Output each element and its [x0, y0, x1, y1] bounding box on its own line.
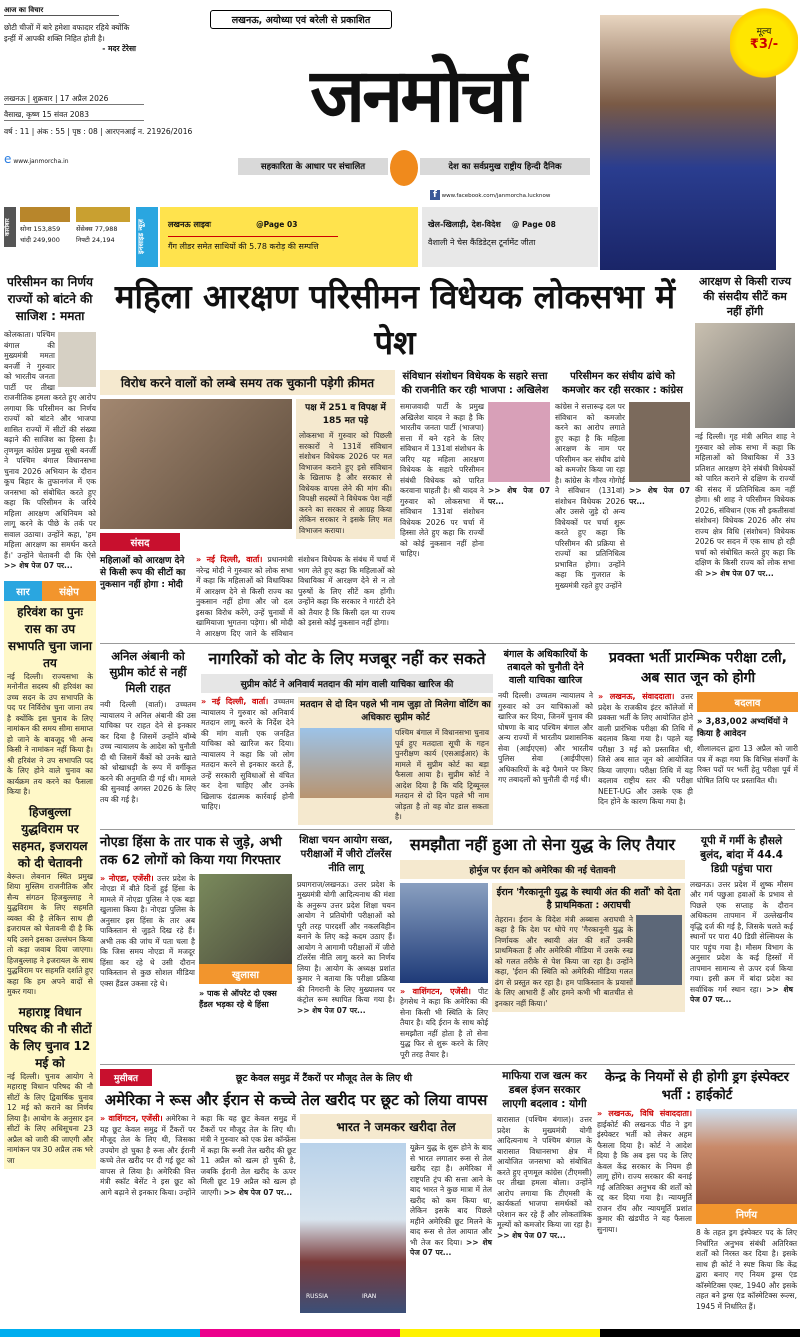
- color-registration-bar: [0, 1329, 800, 1337]
- sport-page: @ Page 08: [511, 220, 556, 229]
- nagrik-subheadline: सुप्रीम कोर्ट ने अनिवार्य मतदान की मांग वाली याचिका खारिज की: [201, 674, 493, 693]
- globe-icon: e: [4, 152, 12, 166]
- modi-parliament-photo: [100, 399, 292, 529]
- amit-shah-photo: [695, 323, 795, 428]
- kendra-body: » लखनऊ, विधि संवाददाता। हाईकोर्ट की लखनऊ पीठ ने ड्रग इंस्पेक्टर भर्ती को लेकर अहम फैसला दिया है। कोर्ट ने आदेश दिया है कि अब इस पद के लिए केवल केंद्र सरकार के नियम ही लागू होंगे। राज्य सरकार की बनाई गई अतिरिक्त अनुभव की शर्तों को रद्द कर दिया गया है। न्यायमूर्ति राजन रॉय और न्यायमूर्ति प्रशांत कुमार की खंडपीठ ने यह फैसला सुनाया।: [597, 1109, 692, 1234]
- gold-rate: सोना 153,859: [20, 225, 61, 233]
- live-page: @Page 03: [256, 220, 298, 229]
- divider: [100, 829, 795, 1065]
- hegseth-photo: [400, 883, 488, 983]
- sanksep-item: [4, 801, 96, 1001]
- sport-label: खेल-खिलाड़ी, देश-विदेश: [428, 220, 501, 229]
- facebook-link[interactable]: f www.facebook.com/janmorcha.lucknow: [430, 190, 595, 200]
- thought-box: [4, 6, 136, 54]
- ambani-headline: अनिल अंबानी को सुप्रीम कोर्ट से नहीं मिली राहत: [109, 649, 187, 695]
- america-headline: अमेरिका ने रूस और ईरान से कच्चे तेल खरीद पर छूट को लिया वापस: [104, 1091, 488, 1109]
- mamata-headline: परिसीमन का निर्णय राज्यों को बांटने की साजिश : ममता: [7, 275, 93, 323]
- ambani-body: नयी दिल्ली (वार्ता)। उच्चतम न्यायालय ने अनिल अंबानी की उस याचिका पर राहत देने से इनकार कर दिया है जिसमें उन्होंने बॉम्बे उच्च न्यायालय के आदेश को चुनौती दी थी जिसमें बैंकों को उनके खाते को धोखाधड़ी के रूप में वर्गीकृत करने की अनुमति दी गई थी। मामले की सुनवाई अगस्त 2026 के लिए तय की गई है।: [100, 700, 196, 804]
- akhilesh-body-more: >> शेष पेज 07 पर...: [488, 486, 550, 506]
- shiksha-body: प्रयागराज/लखनऊ। उत्तर प्रदेश के मुख्यमंत्री योगी आदित्यनाथ की मंशा के अनुरूप उत्तर प्रदेश शिक्षा चयन आयोग ने प्रतियोगी परीक्षाओं को पूरी तरह पारदर्शी और नकलविहीन बनाने के लिए कड़े कदम उठाए हैं। आयोग ने आगामी परीक्षाओं में जीरो टॉलरेंस नीति लागू करने का निर्णय लिया है। आयोग के अध्यक्ष प्रशांत कुमार ने बताया कि परीक्षा प्रक्रिया की निगरानी के लिए मुख्यालय पर कंट्रोल रूम स्थापित किया गया है। >> शेष पेज 07 पर...: [297, 879, 395, 1015]
- badlav-label: बदलाव: [697, 692, 798, 712]
- garmi-body: लखनऊ। उत्तर प्रदेश में शुष्क मौसम और गर्म पछुआ हवाओं के प्रभाव से पिछले एक सप्ताह के दौरान अधिकतम तापमान में उल्लेखनीय वृद्धि दर्ज की गई है, जिसके चलते कई स्थानों पर पारा 40 डिग्री सेल्सियस के पार पहुंच गया है। मौसम विभाग के अनुसार प्रदेश के कई हिस्सों में तापमान सामान्य से ऊपर दर्ज किया गया। इसी क्रम में बांदा प्रदेश का सर्वाधिक गर्म स्थान रहा। >> शेष पेज 07 पर...: [690, 879, 793, 1004]
- congress-headline: परिसीमन कर संघीय ढांचे को कमजोर कर रही सरकार : कांग्रेस: [562, 371, 683, 396]
- akhilesh-headline: संविधान संशोधन विधेयक के सहारे सत्ता की राजनीति कर रही भाजपा : अखिलेश: [401, 371, 549, 396]
- shiksha-headline: शिक्षा चयन आयोग सख्त, परीक्षाओं में जीरो टॉलरेंस नीति लागू: [299, 834, 393, 874]
- noida-crowd-photo: [199, 874, 292, 964]
- araghchi-photo: [636, 915, 682, 985]
- gogoi-photo: [629, 402, 690, 482]
- virodh-headline: विरोध करने वालों को लम्बे समय तक चुकानी पड़ेगी क़ीमत: [100, 370, 395, 395]
- iran-box: [492, 883, 685, 1013]
- website-link[interactable]: e www.janmorcha.in: [4, 152, 69, 166]
- khulasa-label: खुलासा: [199, 964, 292, 984]
- silver-rate: चांदी 249,900: [20, 236, 60, 244]
- samjhauta-body: » वाशिंगटन, एजेंसी। पीट हेगसेथ ने कहा कि अमेरिका की सेना किसी भी स्थिति के लिए तैयार है। यदि ईरान के साथ कोई समझौता नहीं होता है तो सेना युद्ध फिर से शुरू करने के लिए पूरी तरह तैयार है।: [400, 986, 488, 1059]
- modi-body: » नई दिल्ली, वार्ता। प्रधानमंत्री नरेन्द्र मोदी ने गुरुवार को लोक सभा में कहा कि महिलाओं को विधायिका में आरक्षण देने से किसी राज्य का नुकसान नहीं होगा और जो दल इसका विरोध करेंगे, उन्हें चुनावों में खामियाजा भुगतना पड़ेगा। श्री मोदी ने आरक्षण दिए जाने के संविधान संशोधन विधेयक के संबंध में चर्चा में भाग लेते हुए कहा कि महिलाओं को विधायिका में आरक्षण देने से न तो पुरुषों के लिए सीटें कम होंगी। उन्होंने कहा कि सरकार ने गारंटी देने को तैयार है कि किसी दल या राज्य को इससे कोई नुकसान नहीं होगा।: [196, 555, 395, 638]
- tagline-right: देश का सर्वप्रमुख राष्ट्रीय हिन्दी दैनिक: [420, 158, 590, 175]
- sanksep-headline: हरिवंश का पुनः रास का उप सभापति चुना जाना तय: [8, 604, 92, 670]
- mamata-photo: [58, 332, 96, 387]
- iran-body: तेहरान। ईरान के विदेश मंत्री अब्बास अराघची ने कहा है कि देश पर थोपे गए 'गैरकानूनी युद्ध के निर्णायक और स्थायी अंत की शर्तें उनकी प्राथमिकता हैं और अमेरिकी मीडिया में उसके रुख को गलत तरीके से पेश किया जा रहा है। उन्होंने कहा, 'ईरान की स्थिति को अमेरिकी मीडिया गलत ढंग से प्रस्तुत कर रहा है। हम पाकिस्तान के प्रयासों के लिए आभारी हैं और हमने कभी भी बातचीत से इनकार नहीं किया।': [495, 914, 633, 1008]
- thought-author: - मदर टेरेसा: [102, 44, 136, 53]
- voting-right-headline: मतदान से दो दिन पहले भी नाम जुड़ा तो मिलेगा वोटिंग का अधिकारः सुप्रीम कोर्ट: [300, 700, 491, 723]
- price-badge: [730, 8, 798, 78]
- supreme-court-photo: [300, 728, 392, 798]
- saar-label: सार: [4, 581, 42, 601]
- noida-body: » नोएडा, एजेंसी। उत्तर प्रदेश के नोएडा में बीते दिनों हुई हिंसा के मामले में नोएडा पुलिस ने एक बड़ा खुलासा किया है। नोएडा पुलिस के अनुसार इस हिंसा के तार अब पाकिस्तान से जुड़ते दिख रहे हैं। अभी तक की जांच में पता चला है कि जिस समय नोएडा में मजदूर हिंसा कर रहे थे उसी दौरान पाकिस्तान से कुछ सोशल मीडिया एक्स हैंडल उकसा रहे थे।: [100, 873, 196, 988]
- bengal-headline: बंगाल के अधिकारियों के तबादले को चुनौती देने वाली याचिका खारिज: [503, 649, 588, 686]
- sanksep-item: [4, 601, 96, 801]
- sanksep-headline: महाराष्ट्र विधान परिषद की नौ सीटों के लिए चुनाव 12 मई को: [8, 1004, 92, 1070]
- noida-subheadline: » पाक से ऑपरेट दो एक्स हैंडल भड़का रहे थे हिंसा: [199, 988, 277, 1009]
- gold-bars-image: [20, 207, 70, 222]
- samjhauta-headline: समझौता नहीं हुआ तो सेना युद्ध के लिए तैयार: [409, 834, 676, 854]
- kendra-headline: केन्द्र के नियमों से ही होगी ड्रग इंस्पेक्टर भर्ती : हाईकोर्ट: [605, 1070, 789, 1103]
- america-body: » वाशिंगटन, एजेंसी। अमेरिका ने यह छूट केवल समुद्र में टैंकरों पर मौजूद तेल के लिए थी, जिसका उपयोग हो चुका है रूस और ईरानी कच्चे तेल खरीद पर दी गई छूट को वापस ले लिया है। अमेरिकी वित्त मंत्री स्कॉट बेसेंट ने इस छूट को आगे बढ़ाने से इनकार किया। उन्होंने कहा कि यह छूट केवल समुद्र में टैंकरों पर मौजूद तेल के लिए थी। मंत्री ने गुरुवार को एक प्रेस कॉन्फ्रेंस में कहा कि रूसी तेल खरीद की छूट 11 अप्रैल को खत्म हो चुकी है, जबकि ईरानी तेल खरीद के ऊपर मिली छूट 19 अप्रैल को खत्म हो जाएगी। >> शेष पेज 07 पर...: [100, 1114, 296, 1197]
- mamata-body: कोलकाता। पश्चिम बंगाल की मुख्यमंत्री ममता बनर्जी ने गुरुवार को भारतीय जनता पार्टी पर तीखा राजनीतिक हमला करते हुए आरोप लगाया कि परिसीमन का निर्णय राज्यों को बांटने और भाजपा शासित राज्यों में सीटों की संख्या बढ़ाने की साजिश का हिस्सा है। तृणमूल कांग्रेस प्रमुख सुश्री बनर्जी ने पश्चिम बंगाल विधानसभा चुनाव 2026 अभियान के दौरान कूच बिहार के तुफानगंज में एक जनसभा को संबोधित करते हुए कहा कि परिसीमन के जरिये महिला आरक्षण अधिनियम को लागू करने के पीछे के तर्क पर सवाल उठाया। उन्होंने कहा, 'हम महिला आरक्षण का समर्थन करते हैं।' उन्होंने चेतावनी दी कि ऐसे >> शेष पेज 07 पर...: [4, 330, 96, 570]
- mafia-body: बारासात (पश्चिम बंगाल)। उत्तर प्रदेश के मुख्यमंत्री योगी आदित्यनाथ ने पश्चिम बंगाल के बारासात विधानसभा क्षेत्र में आयोजित जनसभा को संबोधित करते हुए तृणमूल कांग्रेस (टीएमसी) पर तीखा हमला बोला। उन्होंने आरोप लगाया कि टीएमसी के कार्यकर्ता भाजपा समर्थकों को परेशान कर रहे हैं और लोकतांत्रिक मूल्यों को कमजोर किया जा रहा है। >> शेष पेज 07 पर...: [497, 1115, 592, 1240]
- russia-tanker-label: RUSSIA: [306, 1293, 329, 1300]
- thought-quote: छोटी चीजों में बारे हमेशा वफादार रहिये क्योंकि इन्हीं में आपकी शक्ति निहित होती है।: [4, 23, 130, 43]
- akhilesh-body: समाजवादी पार्टी के प्रमुख अखिलेश यादव ने कहा है कि भारतीय जनता पार्टी (भाजपा) सत्ता में बने रहने के लिए संविधान में 131वां संशोधन के जरिए यह महिला आरक्षण विधेयक के सहारे परिसीमन संबंधी विधेयक को पारित करवाना चाहती है। श्री यादव ने गुरुवार को लोकसभा में संविधान 131वां संशोधन विधेयक 2026 पर चर्चा में हिस्सा लेते हुए कहा कि राज्यों को कोई नुकसान नहीं होना चाहिए।: [400, 402, 484, 558]
- masthead-logo: जनमोर्चा: [310, 53, 524, 139]
- sansad-label: संसद: [100, 533, 180, 551]
- garmi-headline: यूपी में गर्मी के हौसले बुलंद, बांदा में 44.4 डिग्री पहुंचा पारा: [700, 834, 783, 875]
- iran-tanker-label: IRAN: [362, 1293, 377, 1300]
- nagrik-headline: नागरिकों को वोट के लिए मजबूर नहीं कर सकते: [208, 649, 486, 668]
- samvat: वैसाख, कृष्ण 15 संवत 2083: [4, 110, 144, 121]
- noida-headline: नोएडा हिंसा के तार पाक से जुड़े, अभी तक 62 लोगों को किया गया गिरफ्तार: [100, 834, 282, 868]
- musibat-label: मुसीबत: [100, 1069, 152, 1086]
- sports-box[interactable]: [422, 207, 598, 267]
- mafia-headline: माफिया राज खत्म कर डबल इंजन सरकार लाएगी बदलाव : योगी: [502, 1070, 587, 1110]
- akhilesh-photo: [488, 402, 550, 482]
- thought-label: आज का विचार: [4, 6, 119, 16]
- badlav-stat: » 3,83,002 अभ्यर्थियों ने किया है आवेदन: [697, 717, 788, 739]
- facebook-icon: f: [430, 190, 440, 200]
- sanksep-item: [4, 1001, 96, 1170]
- live-label: लखनऊ लाइवः: [168, 220, 211, 229]
- sanksep-body: नई दिल्ली। चुनाव आयोग ने महाराष्ट्र विधान परिषद की नौ सीटों के लिए द्विवार्षिक चुनाव 12 मई को कराने का निर्णय लिया है। आयोग के अनुसार इन सीटों के लिए अधिसूचना 23 अप्रैल को जारी की जाएगी और नामांकन पत्र 30 अप्रैल तक भरे जा: [7, 1071, 93, 1165]
- lucknow-live-box[interactable]: [160, 207, 418, 267]
- divider: [100, 1064, 795, 1317]
- price-value: ₹3/-: [749, 37, 779, 52]
- sanksep-column: [4, 581, 96, 1170]
- main-headline: महिला आरक्षण परिसीमन विधेयक लोकसभा में पेश: [114, 277, 676, 362]
- right-top-body: नई दिल्ली। गृह मंत्री अमित शाह ने गुरुवार को लोक सभा में कहा कि महिलाओं को विधायिका में 33 प्रतिशत आरक्षण देने संबंधी विधेयकों को पारित कराने से दक्षिण के राज्यों की संसद में प्रतिनिधित्व कम नहीं होगा। श्री शाह ने परिसीमन विधेयक 2026, संविधान (एक सौ इकतीसवां संशोधन) विधेयक 2026 और संघ राज्य क्षेत्र विधि (संशोधन) विधेयक 2026 पर सदन में एक साथ हो रही चर्चा को संबोधित करते हुए कहा कि दक्षिण के किसी राज्य को लोक सभा की >> शेष पेज 07 पर...: [695, 432, 795, 578]
- inside-news-label: इनसाइड न्यूज़: [136, 207, 158, 267]
- vote-count-box: [296, 399, 395, 539]
- bengal-body: नयी दिल्ली। उच्चतम न्यायालय ने गुरुवार को उन याचिकाओं को खारिज कर दिया, जिनमें चुनाव की घोषणा के बाद पश्चिम बंगाल और अन्य राज्यों में भारतीय प्रशासनिक सेवा (आईएएस) और भारतीय पुलिस सेवा (आईपीएस) अधिकारियों के बड़े पैमाने पर किए गए तबादलों को चुनौती दी गई थी।: [498, 691, 593, 784]
- badlav-body: शीलालदत्त द्वारा 13 अप्रैल को जारी पत्र में कहा गया कि विभिन्न संवर्गों के रिक्त पदों पर भर्ती हेतु परीक्षा पूर्व में घोषित तिथि पर प्रस्तावित थी।: [697, 744, 798, 785]
- bharat-headline: भारत ने जमकर खरीदा तेल: [300, 1114, 492, 1139]
- voting-right-body: पश्चिम बंगाल में विधानसभा चुनाव पूर्व हुए मतदाता सूची के गहन पुनरीक्षण कार्य (एसआईआर) के मामले में सुप्रीम कोर्ट का बड़ा फैसला आया है। सुप्रीम कोर्ट ने आदेश दिया है कि यदि ट्रिब्यूनल मतदान से दो दिन पहले भी नाम जोड़ता है तो वह वोट डाल सकता है।: [395, 728, 489, 821]
- sensex-rate: सेंसेक्स 77,988: [76, 225, 118, 233]
- karobar-label: कारोबार: [4, 207, 16, 247]
- america-subheadline: छूट केवल समुद्र में टैंकरों पर मौजूद तेल के लिए थी: [235, 1073, 413, 1084]
- congress-body-more: >> शेष पेज 07 पर...: [629, 486, 690, 506]
- vote-count-headline: पक्ष में 251 व विपक्ष में 185 मत पड़े: [305, 403, 386, 426]
- trump-tankers-photo: [300, 1143, 406, 1313]
- sanksep-label: संक्षेप: [42, 581, 96, 601]
- nagrik-body: » नई दिल्ली, वार्ता। उच्चतम न्यायालय ने गुरुवार को अनिवार्य मतदान लागू करने के निर्देश देने की मांग वाली एक जनहित याचिका को खारिज कर दिया। न्यायालय ने कहा कि जो लोग मतदान करने से इनकार करते हैं, उन्हें सरकारी सुविधाओं से वंचित कर देना चाहिए और उनके खिलाफ दंडात्मक कार्रवाई होनी चाहिए।: [201, 697, 294, 811]
- issue-info: वर्ष : 11 | अंक : 55 | पृष्ठ : 08 | आरएनआई न. 21926/2016: [4, 127, 193, 136]
- right-top-headline: आरक्षण से किसी राज्य की संसदीय सीटें कम नहीं होंगी: [698, 275, 792, 318]
- iran-headline: ईरान 'गैरकानूनी युद्ध के स्थायी अंत की शर्तों' को देता है प्राथमिकता : अराघची: [496, 886, 681, 911]
- sanksep-headline: हिजबुल्ला युद्धविराम पर सहमत, इजरायल को दी चेतावनी: [12, 804, 88, 870]
- congress-body: कांग्रेस ने सत्तारूढ़ दल पर संविधान को कमजोर करने का आरोप लगाते हुए कहा है कि महिला आरक्षण के नाम पर परिसीमन कर संघीय ढांचे को कमजोर किया जा रहा है। कांग्रेस के गौरव गोगोई ने संविधान (131वां) संशोधन विधेयक 2026 और उससे जुड़े दो अन्य विधेयकों पर चर्चा शुरू करते हुए कहा कि परिसीमन की प्रक्रिया से राज्यों का प्रतिनिधित्व प्रभावित होगा। उन्होंने कहा कि गुजरात के मुख्यमंत्री रहते हुए उन्होंने: [555, 402, 625, 590]
- kendra-side-body: 8 के तहत ड्रग इंस्पेक्टर पद के लिए निर्धारित अनुभव संबंधी अतिरिक्त शर्तों को निरस्त कर दिया है। इसके साथ ही कोर्ट ने स्पष्ट किया कि केंद्र द्वारा बनाए गए नियम ड्रग्स एंड कॉस्मेटिक्स एक्ट, 1940 और इसके तहत बने ड्रग्स एंड कॉस्मेटिक्स रूल्स, 1945 में निर्धारित हैं।: [696, 1228, 797, 1311]
- nirnay-label: निर्णय: [696, 1204, 797, 1224]
- sanksep-body: बेरूत। लेबनान स्थित प्रमुख शिया मुस्लिम राजनीतिक और सैन्य संगठन हिजबुल्लाह ने युद्धविराम के लिए सहमति व्यक्त की है लेकिन साथ ही इजरायल को चेतावनी दी है कि यदि उसने इसका उल्लंघन किया तो कड़ा जवाब दिया जाएगा। हिजबुल्लाह ने इजरायल के साथ युद्धविराम पर सहमति दर्शाते हुए कहा कि हम अपने वादों से मुकर गया।: [7, 871, 93, 996]
- samjhauta-subheadline: होर्मुज पर ईरान को अमेरिका की नई चेतावनी: [400, 860, 685, 879]
- voting-right-box: [298, 697, 493, 825]
- date-line: लखनऊ | शुक्रवार | 17 अप्रैल 2026: [4, 94, 144, 105]
- price-label: मूल्य: [756, 27, 772, 37]
- pravakta-headline: प्रवक्ता भर्ती प्रारम्भिक परीक्षा टली, अब सात जून को होगी: [608, 650, 787, 686]
- pravakta-body: » लखनऊ, संवाददाता। उत्तर प्रदेश के राजकीय इंटर कॉलेजों में प्रवक्ता भर्ती के लिए आयोजित होने वाली प्रारंभिक परीक्षा की तिथि में बदलाव किया गया है। पहले यह परीक्षा 3 मई को प्रस्तावित थी, जिसे अब सात जून को आयोजित किया जाएगा। परीक्षा तिथि में यह बदलाव राष्ट्रीय स्तर की परीक्षा NEET-UG और उसके एक ही दिन होने के कारण किया गया है।: [598, 692, 694, 806]
- high-court-photo: [696, 1109, 797, 1204]
- market-box: [4, 207, 132, 247]
- nifty-rate: निफ्टी 24,194: [76, 236, 115, 244]
- sport-text: वैशाली ने चेस कैंडिडेट्स टूर्नामेंट जीता: [428, 238, 536, 247]
- modi-subheadline: महिलाओं को आरक्षण देने से किसी रूप की सीटों का नुकसान नहीं होगा : मोदी: [100, 556, 186, 590]
- pen-nib-icon: [390, 150, 418, 186]
- bharat-body: यूक्रेन युद्ध के शुरू होने के बाद से भारत लगातार रूस से तेल खरीद रहा है। अमेरिका में राष्ट्रपति ट्रंप की सत्ता आने के बाद भारत ने कुछ मात्रा में तेल खरीद को कम किया था, लेकिन इसके बाद पिछले महीने अमेरिकी छूट मिलने के बाद रूस से तेल आयात और भी तेज कर दिया। >> शेष पेज 07 पर...: [410, 1143, 492, 1257]
- live-text: गैंग लीडर समेत साथियों की 5.78 करोड़ की सम्पत्ति: [168, 242, 319, 251]
- vote-count-body: लोकसभा में गुरुवार को पिछली सरकारों ने 131वें संविधान संशोधन विधेयक 2026 पर मत विभाजन कराने हुए इसे संविधान के खिलाफ है और सरकार से विधेयक वापस लेने की मांग की। विपक्षी सदस्यों ने विधेयक पेश नहीं करने का सरकार से आग्रह किया लेकिन सरकार ने इसके लिए मत विभाजन कराया।: [299, 431, 392, 535]
- published-from: लखनऊ, अयोध्या एवं बरेली से प्रकाशित: [210, 10, 392, 29]
- tagline-left: सहकारिता के आधार पर संचालित: [238, 158, 388, 175]
- coins-image: [76, 207, 130, 222]
- sanksep-body: नई दिल्ली। राज्यसभा के मनोनीत सदस्य श्री हरिवंश का उच्च सदन के उप सभापति के पद पर निर्विरोध चुना जाना तय है क्योंकि इस चुनाव के लिए नामांकन की समय सीमा समाप्त हो जाने के बावजूद भी अन्य किसी ने नामांकन नहीं किया है। श्री हरिवंश ने उप सभापति पद के लिए होने वाले चुनाव का कार्यक्रम तय करने का फैसला किया है।: [7, 671, 93, 796]
- divider: [100, 643, 798, 829]
